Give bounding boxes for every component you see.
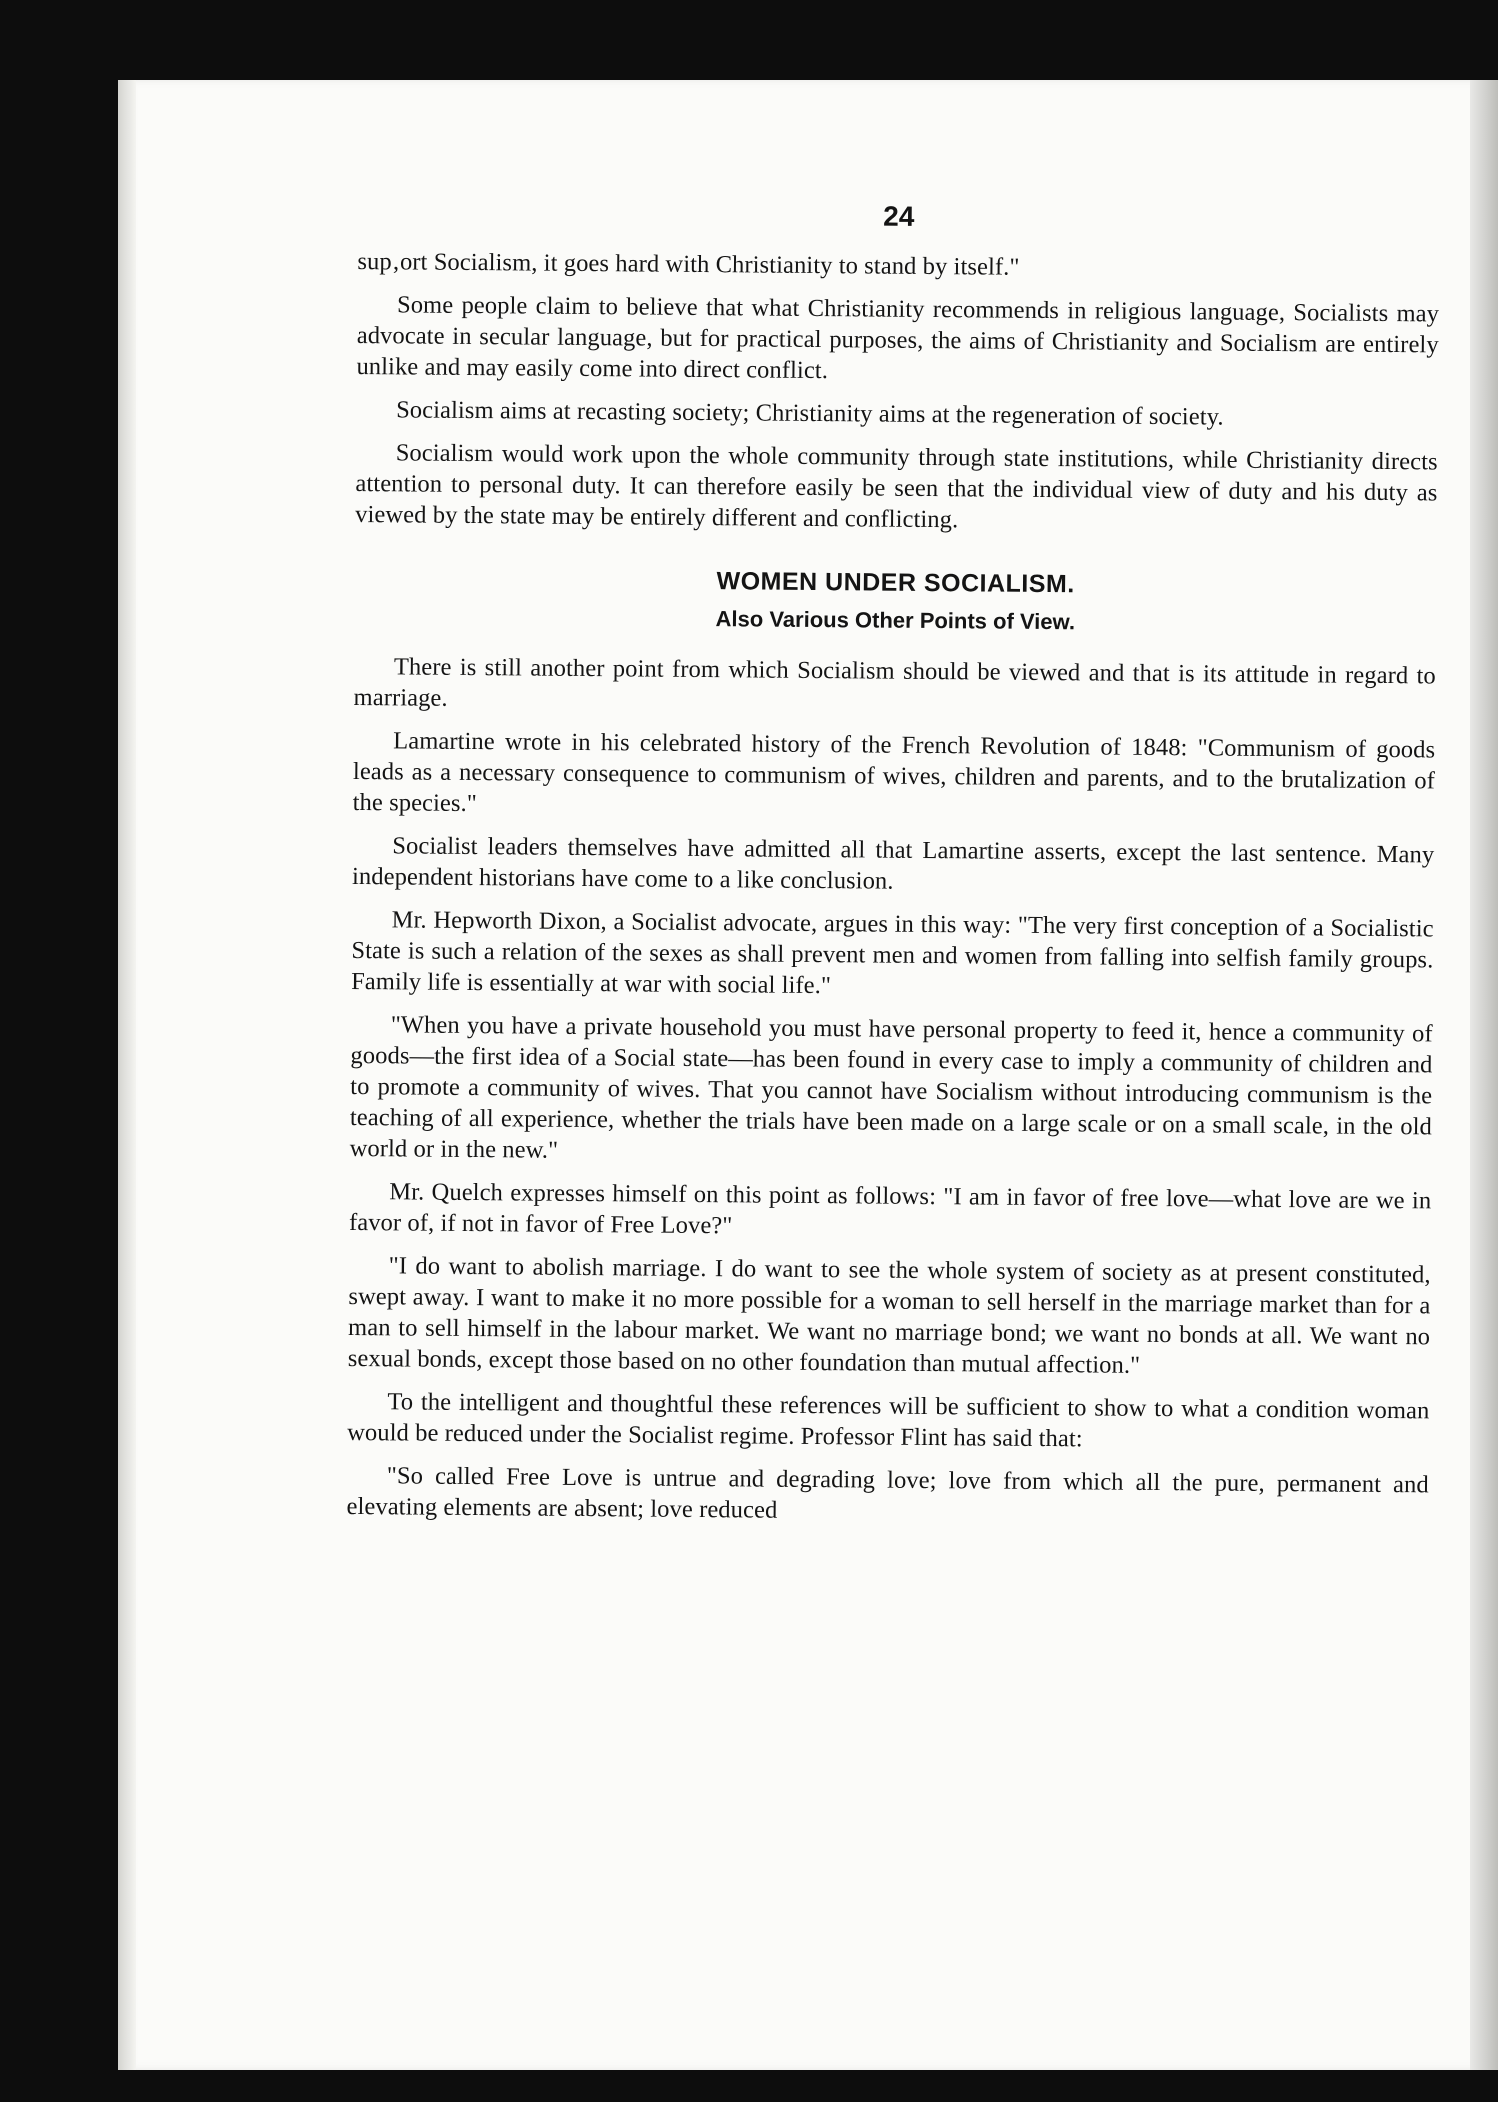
page-content — [346, 196, 1440, 1543]
paragraph: Socialism would work upon the whole community through state institutions, while Christianity directs attention to personal duty. It can therefore easily be seen that the individual view of duty and his duty as viewed by the state may be entirely different and conflicting. — [355, 439, 1438, 534]
section-subheading: Also Various Other Points of View. — [715, 606, 1076, 635]
paragraph: "I do want to abolish marriage. I do want to see the whole system of society as at present constituted, swept away. I want to make it no more possible for a woman to sell herself in the marriage market than for a man to sell himself in the labour market. We want no marriage bond; we want no bonds at all. We want no sexual bonds, except those based on no other foundation than mutual affection." — [347, 1252, 1431, 1379]
paragraph: Lamartine wrote in his celebrated history of the French Revolution of 1848: "Communism of goods leads as a necessary consequence to communism of wives, children and parents, and to the brutalization of the species." — [352, 727, 1436, 818]
paragraph: "So called Free Love is untrue and degrading love; love from which all the pure, permanent and elevating elements are absent; love reduced — [346, 1462, 1429, 1524]
paragraph: Socialism aims at recasting society; Christianity aims at the regeneration of society. — [396, 396, 1224, 431]
page-spine — [118, 80, 136, 2070]
page-number: 24 — [883, 200, 915, 232]
paragraph: "When you have a private household you must have personal property to feed it, hence a community of goods—the first idea of a Social state—has been found in every case to imply a community of children and to promote a community of wives. That you cannot have Socialism without introducing communism is the teaching of all experience, whether the trials have been made on a large scale or on a small scale, in the old world or in the new." — [349, 1011, 1433, 1164]
book-page — [118, 80, 1498, 2070]
paragraph: Socialist leaders themselves have admitted all that Lamartine asserts, except the last sentence. Many independent historians have come to a like conclusion. — [351, 832, 1435, 895]
page-edge — [1470, 80, 1498, 2070]
paragraph: Mr. Quelch expresses himself on this point as follows: "I am in favor of free love—what love are we in favor of, if not in favor of Free Love?" — [348, 1178, 1432, 1240]
paragraph: There is still another point from which Socialism should be viewed and that is its attitude in regard to marriage. — [353, 653, 1436, 712]
paragraph: Some people claim to believe that what Christianity recommends in religious language, Socialists may advocate in secular language, but for practical purposes, the aims of Christianity and Socialism are entirely unlike and may easily come into direct conflict. — [356, 291, 1440, 385]
paragraph-continuation: sup‚ort Socialism, it goes hard with Christianity to stand by itself." — [357, 247, 1020, 281]
paragraph: Mr. Hepworth Dixon, a Socialist advocate, argues in this way: "The very first conception of a Socialistic State is such a relation of the sexes as shall prevent men and women from falling into selfish family groups. Family life is essentially at war with social life." — [351, 906, 1434, 1000]
paragraph: To the intelligent and thoughtful these references will be sufficient to show to what a condition woman would be reduced under the Socialist regime. Professor Flint has said that: — [347, 1388, 1430, 1453]
section-heading: WOMEN UNDER SOCIALISM. — [716, 567, 1075, 599]
